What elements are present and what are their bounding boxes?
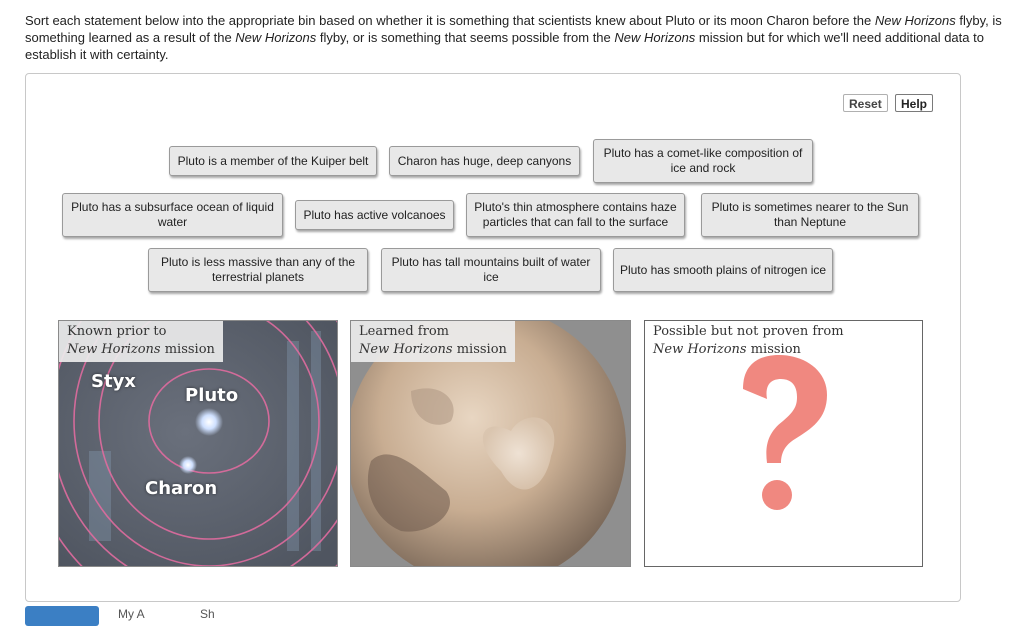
- card-active-volcanoes[interactable]: Pluto has active volcanoes: [295, 200, 454, 230]
- charon-label: Charon: [145, 478, 218, 499]
- bin-known-label: Known prior to New Horizons mission: [59, 321, 223, 362]
- card-kuiper-belt[interactable]: Pluto is a member of the Kuiper belt: [169, 146, 377, 176]
- bin-learned-from[interactable]: [350, 320, 631, 567]
- card-subsurface-ocean[interactable]: Pluto has a subsurface ocean of liquid water: [62, 193, 283, 237]
- card-comet-composition[interactable]: Pluto has a comet-like composition of ice and rock: [593, 139, 813, 183]
- my-answers-link[interactable]: My A: [118, 607, 145, 621]
- card-less-massive[interactable]: Pluto is less massive than any of the terrestrial planets: [148, 248, 368, 292]
- bin-possible-label: Possible but not proven from New Horizons mission: [653, 324, 844, 357]
- reset-button[interactable]: Reset: [843, 94, 888, 112]
- bin-possible-not-proven[interactable]: [644, 320, 923, 567]
- card-charon-canyons[interactable]: Charon has huge, deep canyons: [389, 146, 580, 176]
- charon-dot: [179, 456, 197, 474]
- bin-learned-label: Learned from New Horizons mission: [351, 321, 515, 362]
- instructions-text: Sort each statement below into the appropriate bin based on whether it is something that scientists knew about Pluto or its moon Charon before the New Horizons flyby, is something learned as a result of the New Horizons flyby, or is something that seems possible from the New Horizons mission but for which we'll need additional data to establish it with certainty.: [25, 13, 1002, 62]
- show-answer-link[interactable]: Sh: [200, 607, 215, 621]
- card-nitrogen-plains[interactable]: Pluto has smooth plains of nitrogen ice: [613, 248, 833, 292]
- pluto-dot: [195, 408, 223, 436]
- bin-known-prior[interactable]: [58, 320, 338, 567]
- styx-label: Styx: [91, 371, 136, 392]
- card-haze-particles[interactable]: Pluto's thin atmosphere contains haze particles that can fall to the surface: [466, 193, 685, 237]
- pluto-label: Pluto: [185, 385, 239, 406]
- help-button[interactable]: Help: [895, 94, 933, 112]
- submit-button[interactable]: [25, 606, 99, 626]
- card-nearer-sun[interactable]: Pluto is sometimes nearer to the Sun than Neptune: [701, 193, 919, 237]
- card-water-ice-mountains[interactable]: Pluto has tall mountains built of water ice: [381, 248, 601, 292]
